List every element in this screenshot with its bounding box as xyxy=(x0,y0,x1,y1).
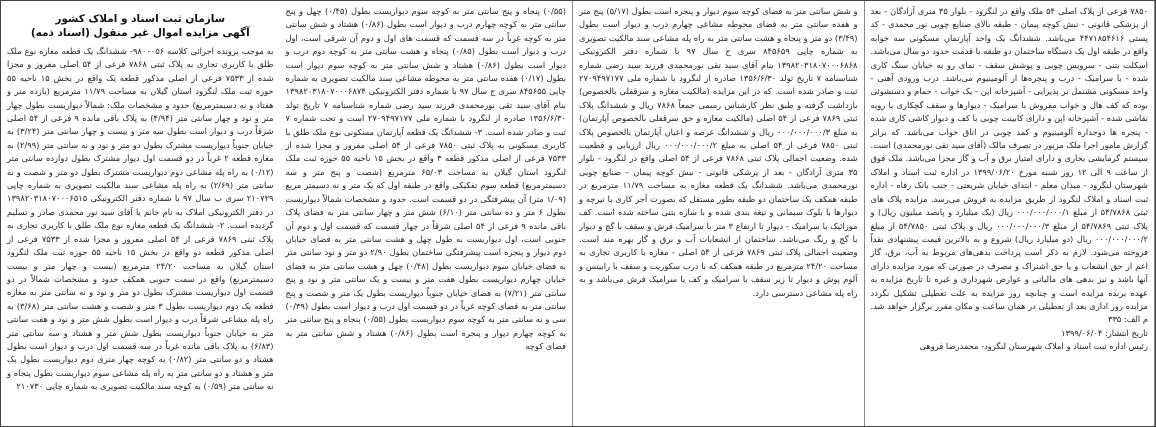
notice-column-3 xyxy=(573,1,865,426)
notice-column-3-text: و شش سانتی متر به فضای کوچه سوم دیوار و پنجره است بطول (۵/۱۷) پنج متر و هفده سانتی متر به فضای محوطه مشاعی چهارم درب و دیوار است بطول (۳/۴۹) دو متر و پنجاه و هشت سانتی متر به راه پله مشاعی سند مالکیت تصویری به شماره چاپی ۸۴۵۶۵۹ سری ج سال ۹۷ با شماره دفتر الکترونیکی ۱۳۹۸۲۰۳۱۸۰۷۰۰۰۶۸۶۸ بنام آقای سید تقی نورمحمدی فرزند سید رضی شماره شناسنامه ۷ تاریخ تولد ۱۳۵۶/۶/۳۰ صادره از لنگرود با شماره ملی ۲۷۰۹۴۹۷۱۷۷ ثبت و صادر شده است. که در این مزایده (مالکیت مغازه و سرقفلی بالخصوص) بازداشت گرفته و طبق نظر کارشناس رسمی جمعاً ۷۸۶۸ ریال و ششدانگ پلاک ثبتی ۷۸۶۹ فرعی از ۵۴ اصلی (مالکیت مغازه و حق سرقفلی بالخصوص آپارتمان) به مبلغ ۰۰۰/۰۰۰/۰۰۰/۳ ریال و ششدانگ عرصه و اعیان آپارتمان بالخصوص پلاک ثبتی ۷۸۵۰ فرعی از ۵۴ اصلی به مبلغ ۰۰۰/۰۰۰/۰۰۰/۲ ریال ارزیابی و قطعیت شده. وضعیت اجمالی پلاک ثبتی ۷۸۶۸ فرعی از ۵۴ اصلی واقع در لنگرود - بلوار ۳۵ متری آزادگان - بعد از پزشکی قانونی - نبش کوچه پیمان - صنایع چوبی نورمحمدی می‌باشد. ششدانگ یک قطعه مغازه به مساحت ۱۱/۷۹ مترمربع در طبقه همکف یک ساختمان دو طبقه بطور مستقل که بصورت آجر کاری با تیرچه و دیوارها با بلوک سیمانی و تیغه بندی شده و با سازه بتنی ساخته شده است. کف موزائیک یا سرامیک - دیوار تا ارتفاع ۳ متر با سرامیک فرش و سقف با گچ و دیوار با گچ و رنگ می‌باشد. ساختمان از انشعابات آب و برق و گاز بهره مند است. وضعیت اجمالی پلاک ثبتی ۷۸۶۹ فرعی از ۵۴ اصلی - مغازه با کاربری تجاری به مساحت ۲۴/۲۰ مترمربع در طبقه همکف که با درب سکوریت و سقف با رابیتس و آلوم پوش و دیوار تا زیر سقف با سرامیک و کف با سرامیک فرش می‌باشد و به راه پله مشاعی دسترسی دارد. xyxy=(579,6,858,298)
notice-column-2 xyxy=(280,1,573,426)
notice-org-title: سازمان ثبت اسناد و املاک کشور xyxy=(55,13,226,25)
notice-column-1-text: به موجب پرونده اجرائی کلاسه ۹۸۰۰۰۵۶- ششدانگ یک قطعه مغازه نوع ملک طلق با کاربری تجاری به پلاک ثبتی ۷۸۶۸ فرعی از ۵۴ اصلی مفروز و مجزا شده از ۷۵۳۳ فرعی از اصلی مذکور قطعه یک واقع در بخش ۱۵ ناحیه ۵۵ حوزه ثبت ملک لنگرود استان گیلان به مساحت ۱۱/۷۹ مترمربع (یازده متر و هفتاد و نه دسیمترمربع) حدود و مشخصات ملک: شمالاً دیواریست بطول چهار متر و نود و چهار سانتی متر (۴/۹۴) به پلاک باقی مانده ۹ فرعی از ۵۴ اصلی شرقاً درب و دیوار است بطول سه متر و بیست و چهار سانتی متر (۳/۲۴) به خیابان جنوباً دیواریست مشترک بطول دو متر و نود و نه سانتی متر (۲/۹۹) به مغازه قطعه ۲ غرباً در دو قسمت اول دیوار مشترک بطول دوازده سانتی متر (۰/۱۲) به راه پله مشاعی دوم دیواریست مشترک بطول دو متر و شصت و نه سانتی متر (۲/۶۹) به راه پله مشاعی سند مالکیت تصویری به شماره چاپی ۲۱۰۷۲۹ سری ب سال ۹۷ با شماره دفتر الکترونیکی ۱۳۹۸۲۰۳۱۸۰۷۰۰۰۶۵۱۵ در دفتر الکترونیکی املاک به نام خانم یا آقای سید نور محمدی صادر و تسلیم گردیده است. ۲- ششدانگ یک قطعه مغازه نوع ملک طلق با کاربری تجاری به پلاک ثبتی ۷۸۶۹ فرعی از ۵۴ اصلی مفروز و مجزا شده از ۷۵۳۳ فرعی از اصلی مذکور قطعه دو واقع در بخش ۱۵ ناحیه ۵۵ حوزه ثبت ملک لنگرود استان گیلان به مساحت ۲۴/۲۰ مترمربع (بیست و چهار متر و بیست دسیمترمربع) واقع در سمت جنوبی همکف حدود و مشخصات شمالاً در دو قسمت اول دیواریست مشترک بطول دو متر و نود و نه سانتی متر به مغازه قطعه یک دوم دیواریست بطول ۳ متر و شصت و هشت سانتی متر (۳/۶۸) به راه پله مشاعی شرقاً درب و دیوار است بطول شش متر و نود و هفت سانتی متر به خیابان جنوباً دیواریست بطول شش متر و هشتاد و سه سانتی متر (۶/۸۳) به پلاک باقی مانده غرباً در سه قسمت اول درب و دیوار است بطول هشتاد و دو سانتی متر (۰/۸۲) به کوچه چهار متری دوم دیواریست بطول یک متر و هشتاد و دو سانتی متر به راه پله مشاعی سوم دیواریست بطول پنجاه و نه سانتی متر (۰/۵۹) به کوچه سند مالکیت تصویری به شماره چاپی ۲۱۰۷۳۰ xyxy=(7,46,274,392)
notice-column-4-text: ۷۸۵۰ فرعی از پلاک اصلی ۵۴ ملک واقع در لنگرود - بلوار ۳۵ متری آزادگان - بعد از پزشکی قانونی - نبش کوچه پیمان - طبقه بالای صنایع چوبی نور محمدی - کد پستی ۴۴۷۱۸۵۴۶۱۶ می‌باشد. ششدانگ یک واحد آپارتمان مسکونی سه خوابه واقع در طبقه اول یک دستگاه ساختمان دو طبقه با قدمت حدود دو سال می‌باشد. اسکلت بتنی - سرویس چوبی و پوشش سقف - نمای رو به خیابان سنگ کاری شده - با سرامیک - درب و پنجره‌ها از آلومینیوم می‌باشد. درب ورودی آهنی - واحد مسکونی مشتمل بر پذیرایی - آشپزخانه اپن - یک خواب - حمام و دستشوئی بوده که کف هال و خواب مفروش با سرامیک - دیوارها و سقف گچکاری با رویه نقاشی شده - آشپزخانه اپن و دارای کابینت چوبی با کف و دیوار کاشی کاری شده - پنجره ها دوجداره آلومینیوم و کمد چوبی در اتاق خواب می‌باشد. که برابر گزارش مامور اجرا ملک مزبور در تصرف مالک (آقای سید تقی نورمحمدی) است. سیستم گرمایشی بخاری و دارای امتیاز برق و آب و گاز مجزا می‌باشد. ملک فوق از ساعت ۹ الی ۱۲ روز شنبه مورخ ۱۳۹۹/۰۶/۲۰ در اداره ثبت اسناد و املاک شهرستان لنگرود - میدان معلم - ابتدای خیابان شریعتی - جنب بانک رفاه - اداره ثبت اسناد و املاک لنگرود از طریق مزایده به فروش می‌رسد. مزایده پلاک های ثبتی ۵۴/۷۸۶۸ از مبلغ ۰۰۰/۰۰۰/۰۰۰/۱ ریال (یک میلیارد و پانصد میلیون ریال) و پلاک ثبتی ۵۴/۷۸۶۹ از مبلغ ۰۰۰/۰۰۰/۰۰۰/۳ ریال و پلاک ثبتی ۵۴/۷۸۵۰ از مبلغ ۰۰۰/۰۰۰/۰۰۰/۲ ریال (دو میلیارد ریال) شروع و به بالاترین قیمت پیشنهادی نقداً فروخته می‌شود. لازم به ذکر است پرداخت بدهی‌های مربوط به آب، برق، گاز اعم از حق انشعاب و یا حق اشتراک و مصرف در صورتی که مورد مزایده دارای آنها باشد و نیز بدهی های مالیاتی و عوارض شهرداری و غیره تا تاریخ مزایده به عهده برنده مزایده است و چنانچه روز مزایده به علت تعطیلی تشکیل نگردد مزایده روز اداری بعد از تعطیلی در همان ساعت و مکان مقرر برگزار خواهد شد. م الف: ۳۳۵ xyxy=(870,6,1149,325)
notice-column-4 xyxy=(865,1,1156,426)
notice-column-1 xyxy=(1,1,280,426)
notice-publication-date: تاریخ انتشار: ۱۳۹۹/۰۶/۰۴ xyxy=(1061,327,1148,338)
notice-signatory: رئیس اداره ثبت اسناد و املاک شهرستان لنگرود- محمدرضا فروهی xyxy=(919,340,1148,351)
notice-subtitle: آگهی مزایده اموال غیر منقول (اسناد ذمه) xyxy=(30,27,250,39)
notice-column-2-text: (۰/۵۵) پنجاه و پنج سانتی متر به کوچه سوم دیواریست بطول (۰/۴۵) چهل و پنج سانتی متر به کوچه چهارم درب و دیوار است بطول (۰/۸۶) هشتاد و شش سانتی متر به کوچه غرباً در سه قسمت که قسمت های اول و دوم آن شرقی است، اول درب و دیوار است بطول (۰/۸۵) پنجاه و هشت سانتی متر به کوچه دوم درب و دیوار است بطول (۰/۸۶) هشتاد و شش سانتی متر به کوچه سوم دیوار است بطول (۰/۱۷) هفده سانتی متر به محوطه مشاعی سند مالکیت تصویری به شماره چاپی ۸۴۵۶۵۵ سری ج سال ۹۷ با شماره دفتر الکترونیکی ۱۳۹۸۲۰۳۱۸۰۷۰۰۰۶۸۷۴ بنام آقای سید تقی نورمحمدی فرزند سید رضی شماره شناسنامه ۷ تاریخ تولد ۱۳۵۶/۶/۳۰ صادره از لنگرود با شماره ملی ۲۷۰۹۴۹۷۱۷۷ است و تحت شماره ۷ ثبت و صادر شده است. ۳- ششدانگ یک قطعه آپارتمان مسکونی نوع ملک طلق با کاربری مسکونی به پلاک ثبتی ۷۸۵۰ فرعی از ۵۴ اصلی مفروز و مجزا شده از ۷۵۳۳ فرعی از اصلی مذکور قطعه ۳ واقع در بخش ۱۵ ناحیه ۵۵ حوزه ثبت ملک لنگرود استان گیلان به مساحت ۶۵/۰۳ مترمربع (شصت و پنج متر و سه دسیمترمربع) قطعه سوم تفکیکی واقع در طبقه اول که یک متر و نه دسیمتر مربع (۱/۰۹ متر) آن پیشرفتگی در دو قسمت است. حدود و مشخصات شمالاً دیواریست بطول ۶ متر و ده سانتی متر (۶/۱۰) شش متر و چهار سانتی متر به فضای پلاک باقی مانده ۹ فرعی از ۵۴ اصلی شرقاً در چهار قسمت که قسمت اول و دوم آن جنوبی است، اول دیواریست به طول چهل و هشت سانتی متر به فضای خیابان دوم دیوار و پنجره است پیشرفتگی ساختمان بطول ۲/۹۰ دو متر و نود سانتی متر به فضای خیابان سوم دیواریست بطول (۰/۴۸) چهل و هشت سانتی متر به فضای خیابان چهارم دیواریست بطول هفت متر و بیست و یک سانتی متر و نود و پنج سانتی متر (۷/۲۱) به فضای خیابان جنوباً دیواریست بطول یک متر و شصت و پنج سانتی متر به فضای کوچه غرباً در دو قسمت اول درب و دیوار است بطول (۰/۳۹) سی و نه سانتی متر به کوچه سوم دیواریست بطول (۰/۵۵) پنجاه و پنج سانتی متر به کوچه چهارم دیوار و پنجره است بطول (۰/۸۶) هشتاد و شش سانتی متر به فضای کوچه xyxy=(285,6,567,352)
